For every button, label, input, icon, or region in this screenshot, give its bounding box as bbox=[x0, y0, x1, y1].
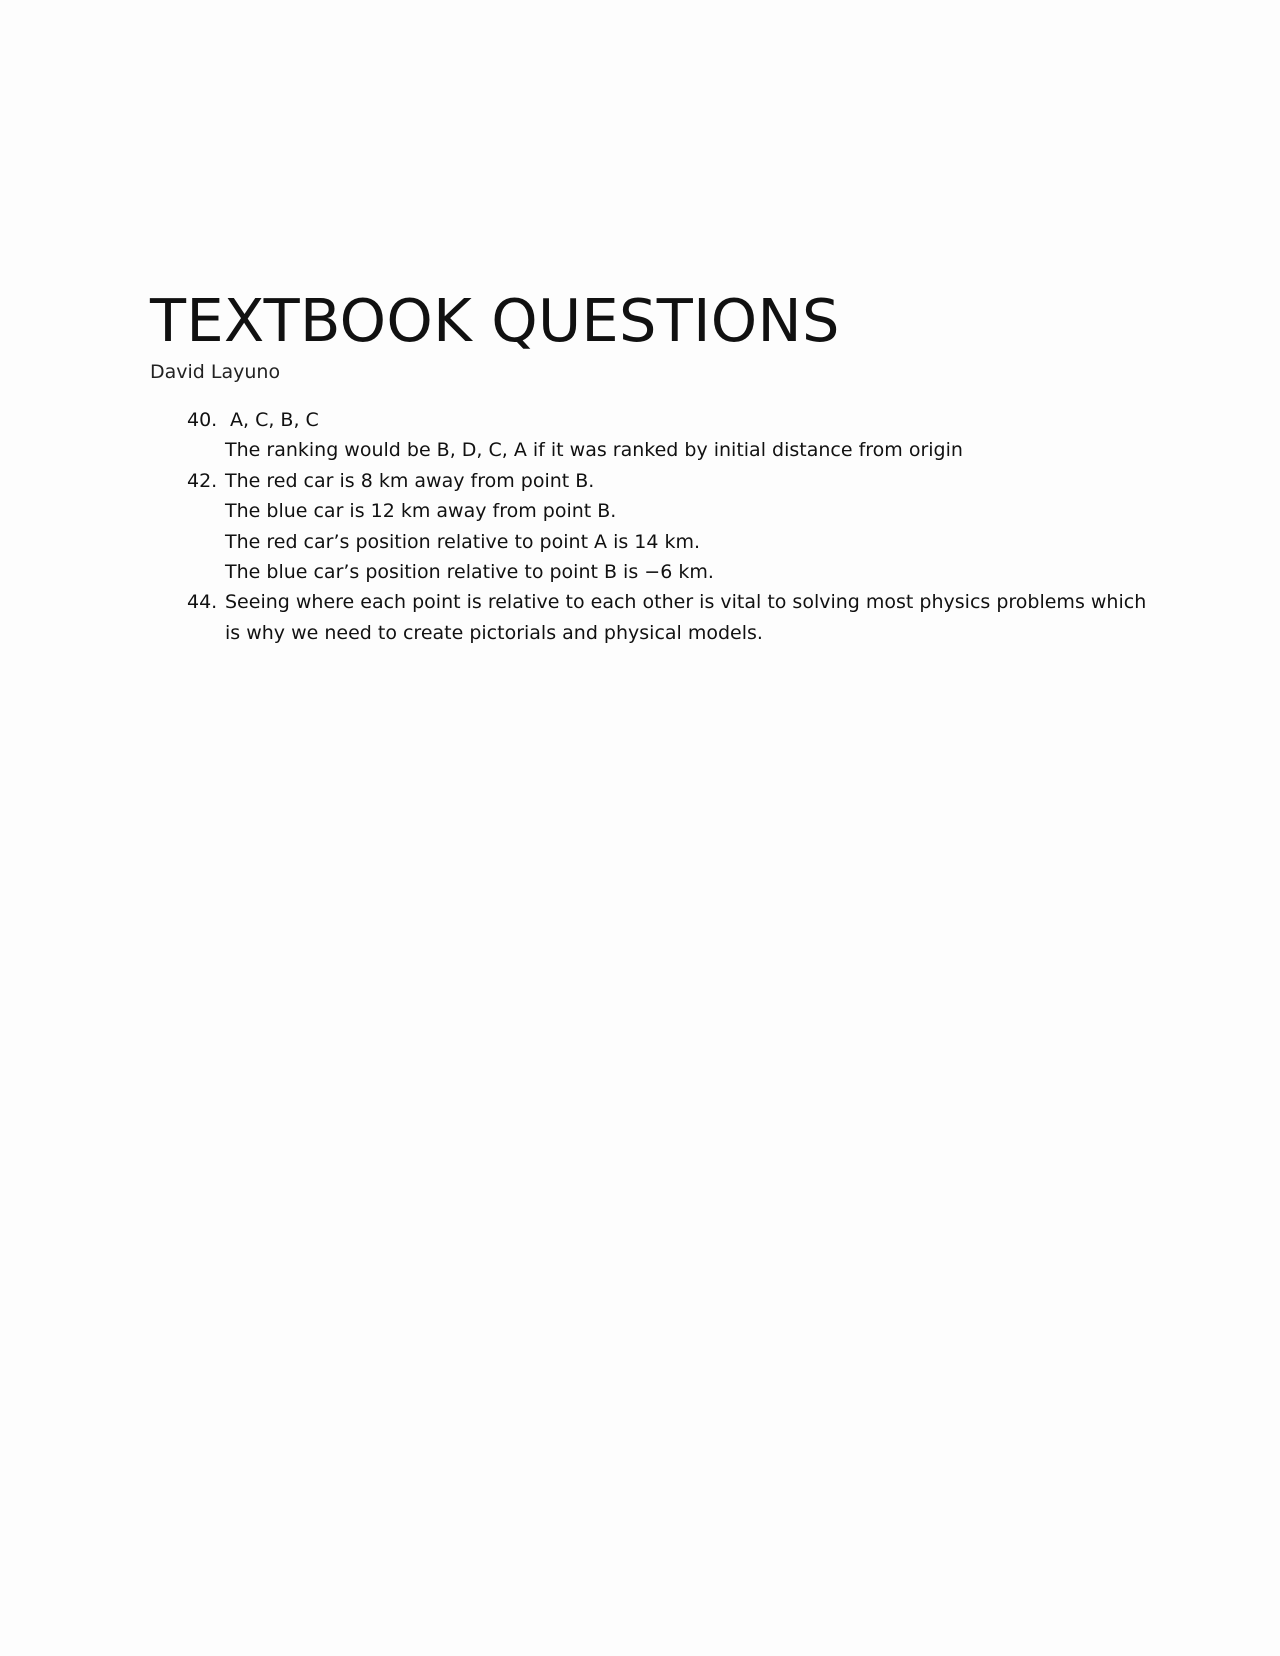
answer-item-44 bbox=[150, 587, 1150, 648]
answer-line: The blue car’s position relative to point B is −6 km. bbox=[225, 561, 714, 584]
answer-item-42 bbox=[150, 466, 1150, 588]
answer-line: The blue car is 12 km away from point B. bbox=[225, 500, 617, 523]
author-name: David Layuno bbox=[150, 361, 281, 383]
answer-line: The red car is 8 km away from point B. bbox=[225, 469, 595, 492]
answer-line: The ranking would be B, D, C, A if it was ranked by initial distance from origin bbox=[225, 439, 963, 462]
answer-line: The red car’s position relative to point A is 14 km. bbox=[225, 530, 701, 553]
answer-number: 40. bbox=[187, 409, 218, 431]
answer-line: Seeing where each point is relative to each other is vital to solving most physics problems which is why we need to create pictorials and physical models. bbox=[225, 591, 1147, 644]
answer-number: 42. bbox=[187, 469, 218, 492]
answer-number: 44. bbox=[187, 591, 218, 614]
document-title: TEXTBOOK QUESTIONS bbox=[150, 286, 840, 355]
answer-list bbox=[150, 405, 1150, 648]
answer-item-40 bbox=[150, 405, 1150, 466]
answer-line: A, C, B, C bbox=[230, 409, 319, 431]
